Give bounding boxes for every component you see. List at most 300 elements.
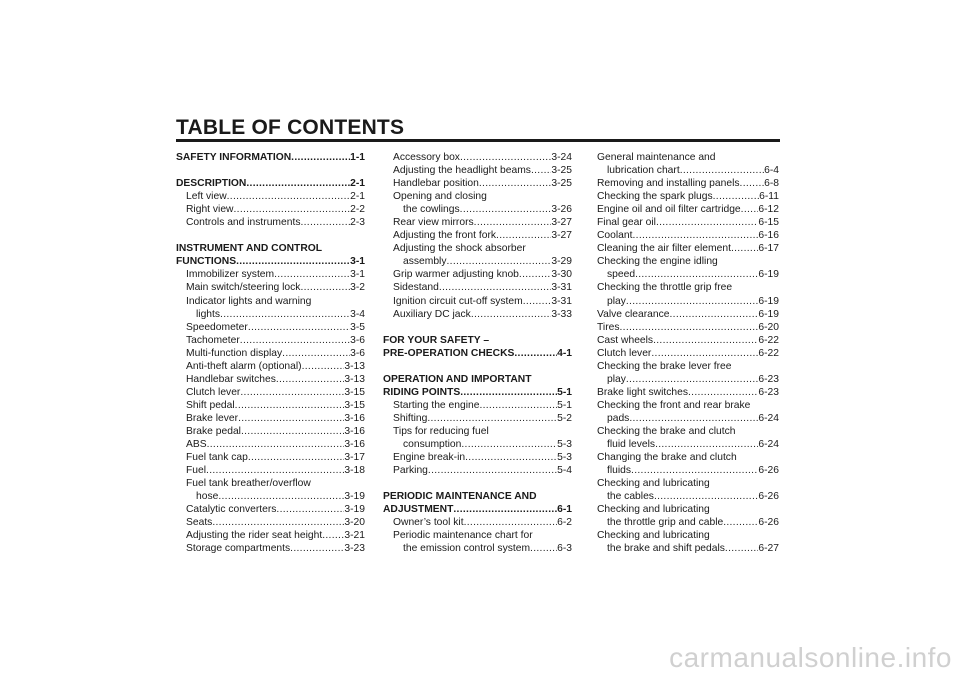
toc-entry[interactable]	[597, 242, 779, 255]
toc-entry-label: Checking the engine idling	[597, 256, 718, 268]
toc-entry-label: Checking the brake lever free	[597, 360, 732, 372]
toc-entry-label: Checking and lubricating	[597, 478, 710, 490]
toc-entry-line	[597, 503, 779, 516]
toc-entry[interactable]	[597, 216, 779, 229]
toc-entry[interactable]	[597, 229, 779, 242]
toc-entry[interactable]	[383, 203, 572, 216]
toc-entry-label: Brake light switches	[597, 386, 688, 398]
toc-page-number: 6-16	[758, 230, 779, 242]
toc-column-2	[383, 151, 572, 555]
toc-entry-line	[597, 529, 779, 542]
toc-entry-label: Starting the engine	[393, 399, 480, 411]
toc-entry-label: Fuel tank breather/overflow	[186, 478, 311, 490]
toc-entry-label: fluid levels	[607, 439, 656, 451]
toc-entry-label: Indicator lights and warning	[186, 295, 312, 307]
dot-leader	[653, 334, 758, 347]
toc-entry-label: Parking	[393, 465, 428, 477]
toc-page-number: 6-22	[758, 334, 779, 346]
toc-section-heading	[383, 334, 572, 347]
dot-leader	[218, 490, 344, 503]
toc-entry[interactable]	[597, 334, 779, 347]
watermark: carmanualsonline.info	[669, 642, 952, 673]
dot-leader	[655, 438, 758, 451]
toc-page-number: 3-13	[344, 360, 365, 372]
toc-column-3	[597, 151, 779, 555]
toc-page-number: 3-19	[344, 504, 365, 516]
toc-page-number: 3-18	[344, 465, 365, 477]
toc-entry[interactable]	[597, 268, 779, 281]
toc-page-number: 3-26	[551, 204, 572, 216]
toc-entry[interactable]	[597, 164, 779, 177]
toc-entry[interactable]	[176, 412, 365, 425]
dot-leader	[629, 412, 758, 425]
toc-entry[interactable]	[383, 451, 572, 464]
dot-leader	[302, 360, 345, 373]
toc-page-number: 5-1	[557, 399, 572, 411]
toc-entry-label: Owner’s tool kit	[393, 517, 464, 529]
dot-leader	[248, 321, 350, 334]
toc-entry-label: Rear view mirrors	[393, 217, 474, 229]
toc-entry-line	[176, 477, 365, 490]
dot-leader	[241, 425, 344, 438]
dot-leader	[300, 216, 350, 229]
dot-leader	[238, 412, 344, 425]
toc-entry[interactable]	[383, 295, 572, 308]
toc-section-heading	[383, 373, 572, 386]
toc-entry-label: the cowlings	[403, 204, 460, 216]
toc-entry[interactable]	[597, 295, 779, 308]
dot-leader	[723, 516, 758, 529]
toc-entry-label: Opening and closing	[393, 191, 487, 203]
toc-entry-label: OPERATION AND IMPORTANT	[383, 373, 532, 385]
toc-page-number: 3-13	[344, 373, 365, 385]
toc-section-entry[interactable]	[176, 151, 365, 164]
toc-entry[interactable]	[176, 451, 365, 464]
toc-entry[interactable]	[597, 203, 779, 216]
toc-page-number: 6-2	[557, 517, 572, 529]
toc-page-number: 3-23	[344, 543, 365, 555]
dot-leader	[322, 529, 344, 542]
section-gap	[383, 477, 572, 490]
dot-leader	[530, 542, 557, 555]
toc-entry[interactable]	[176, 216, 365, 229]
toc-entry[interactable]	[597, 386, 779, 399]
dot-leader	[453, 503, 557, 516]
dot-leader	[633, 229, 759, 242]
toc-entry-label: Cast wheels	[597, 334, 654, 346]
toc-page-number: 6-8	[764, 178, 779, 190]
toc-entry-line	[597, 477, 779, 490]
toc-entry[interactable]	[176, 308, 365, 321]
toc-entry-label: Valve clearance	[597, 308, 670, 320]
toc-entry-line	[383, 529, 572, 542]
toc-entry[interactable]	[597, 177, 779, 190]
section-gap	[383, 321, 572, 334]
toc-entry-label: Seats	[186, 517, 213, 529]
toc-entry-label: Tachometer	[186, 334, 240, 346]
toc-page-number: 2-3	[350, 217, 365, 229]
toc-entry[interactable]	[597, 516, 779, 529]
toc-entry[interactable]	[176, 373, 365, 386]
toc-entry[interactable]	[176, 268, 365, 281]
toc-entry-label: Brake pedal	[186, 425, 241, 437]
toc-page-number: 3-27	[551, 230, 572, 242]
toc-entry-label: Removing and installing panels	[597, 178, 740, 190]
dot-leader	[428, 464, 557, 477]
toc-page-number: 3-15	[344, 386, 365, 398]
toc-entry[interactable]	[383, 229, 572, 242]
toc-entry-line	[383, 190, 572, 203]
section-gap	[176, 164, 365, 177]
toc-entry[interactable]	[383, 308, 572, 321]
toc-entry-label: ABS	[186, 439, 207, 451]
toc-entry[interactable]	[176, 399, 365, 412]
toc-page-number: 6-17	[758, 243, 779, 255]
toc-entry[interactable]	[383, 464, 572, 477]
dot-leader	[713, 190, 760, 203]
toc-page-number: 2-2	[350, 204, 365, 216]
dot-leader	[654, 490, 758, 503]
toc-entry[interactable]	[383, 177, 572, 190]
toc-entry[interactable]	[383, 151, 572, 164]
toc-entry-line	[597, 281, 779, 294]
toc-entry-label: Coolant	[597, 230, 633, 242]
toc-entry[interactable]	[597, 438, 779, 451]
dot-leader	[479, 177, 552, 190]
toc-entry-label: the brake and shift pedals	[607, 543, 725, 555]
toc-entry-label: Accessory box	[393, 152, 460, 163]
toc-page-number: 6-3	[557, 543, 572, 555]
dot-leader	[514, 347, 557, 360]
toc-entry[interactable]	[597, 490, 779, 503]
toc-page-number: 5-1	[557, 386, 572, 398]
dot-leader	[276, 373, 345, 386]
dot-leader	[300, 281, 350, 294]
toc-section-entry[interactable]	[383, 503, 572, 516]
toc-page-number: 3-31	[551, 282, 572, 294]
toc-entry[interactable]	[176, 490, 365, 503]
toc-section-heading	[383, 490, 572, 503]
toc-page-number: 6-19	[758, 308, 779, 320]
toc-page-number: 2-1	[350, 178, 365, 190]
dot-leader	[740, 177, 765, 190]
toc-entry-label: Checking and lubricating	[597, 530, 710, 542]
dot-leader	[460, 203, 552, 216]
toc-entry-label: Checking and lubricating	[597, 504, 710, 516]
toc-entry-label: Brake lever	[186, 412, 239, 424]
toc-entry-label: Ignition circuit cut-off system	[393, 295, 523, 307]
toc-entry-label: play	[607, 295, 626, 307]
section-gap	[176, 229, 365, 242]
toc-entry-label: Adjusting the rider seat height	[186, 530, 323, 542]
toc-entry-label: Left view	[186, 191, 227, 203]
toc-entry-label: RIDING POINTS	[383, 386, 461, 398]
toc-entry-label: General maintenance and	[597, 152, 716, 163]
dot-leader	[212, 516, 344, 529]
toc-page-number: 2-1	[350, 191, 365, 203]
toc-entry[interactable]	[176, 425, 365, 438]
toc-entry-label: Checking the brake and clutch	[597, 425, 736, 437]
title-rule	[176, 139, 780, 142]
toc-entry[interactable]	[597, 373, 779, 386]
dot-leader	[240, 386, 344, 399]
dot-leader	[248, 451, 345, 464]
toc-entry-label: SAFETY INFORMATION	[176, 152, 292, 163]
toc-entry-line	[597, 151, 779, 164]
toc-page-number: 3-19	[344, 491, 365, 503]
toc-entry[interactable]	[383, 542, 572, 555]
toc-entry[interactable]	[176, 360, 365, 373]
toc-entry-label: INSTRUMENT AND CONTROL	[176, 243, 323, 255]
dot-leader	[471, 308, 552, 321]
dot-leader	[234, 203, 351, 216]
toc-entry[interactable]	[176, 386, 365, 399]
toc-page-number: 6-20	[758, 321, 779, 333]
toc-entry-label: Controls and instruments	[186, 217, 301, 229]
toc-entry[interactable]	[597, 347, 779, 360]
toc-entry[interactable]	[176, 347, 365, 360]
toc-entry[interactable]	[176, 542, 365, 555]
toc-entry-label: Periodic maintenance chart for	[393, 530, 533, 542]
dot-leader	[282, 347, 350, 360]
toc-entry[interactable]	[176, 464, 365, 477]
toc-page-number: 6-24	[758, 412, 779, 424]
toc-page-number: 6-23	[758, 386, 779, 398]
toc-page-number: 6-19	[758, 269, 779, 281]
toc-entry[interactable]	[597, 464, 779, 477]
toc-entry-line	[597, 255, 779, 268]
toc-page-number: 3-5	[350, 321, 365, 333]
toc-entry-label: Changing the brake and clutch	[597, 452, 737, 464]
toc-entry[interactable]	[383, 399, 572, 412]
toc-entry[interactable]	[597, 321, 779, 334]
toc-page-number: 6-11	[759, 191, 779, 203]
dot-leader	[531, 164, 551, 177]
dot-leader	[670, 308, 759, 321]
toc-entry-label: Multi-function display	[186, 347, 283, 359]
toc-page-number: 1-1	[350, 152, 365, 163]
toc-entry-label: Fuel	[186, 465, 207, 477]
dot-leader	[464, 516, 558, 529]
dot-leader	[651, 347, 758, 360]
dot-leader	[626, 373, 759, 386]
toc-page-number: 6-23	[758, 373, 779, 385]
toc-entry-label: Right view	[186, 204, 234, 216]
toc-entry[interactable]	[383, 516, 572, 529]
toc-entry[interactable]	[176, 503, 365, 516]
dot-leader	[474, 216, 552, 229]
dot-leader	[291, 151, 350, 164]
toc-page-number: 3-1	[350, 256, 365, 268]
toc-page-number: 3-16	[344, 439, 365, 451]
toc-entry[interactable]	[176, 190, 365, 203]
toc-page-number: 3-15	[344, 399, 365, 411]
toc-entry-label: PERIODIC MAINTENANCE AND	[383, 491, 537, 503]
toc-page-number: 6-22	[758, 347, 779, 359]
toc-entry[interactable]	[597, 412, 779, 425]
toc-entry[interactable]	[383, 281, 572, 294]
toc-entry-label: Handlebar switches	[186, 373, 276, 385]
dot-leader	[680, 164, 764, 177]
dot-leader	[439, 281, 552, 294]
toc-page-number: 3-30	[551, 269, 572, 281]
toc-entry-label: DESCRIPTION	[176, 178, 247, 190]
toc-entry-label: Engine oil and oil filter cartridge	[597, 204, 741, 216]
toc-entry-line	[383, 242, 572, 255]
toc-entry-line	[597, 360, 779, 373]
toc-page-number: 3-25	[551, 165, 572, 177]
toc-page-number: 3-25	[551, 178, 572, 190]
toc-entry-label: Adjusting the headlight beams	[393, 165, 531, 177]
toc-entry-line	[176, 295, 365, 308]
dot-leader	[274, 268, 350, 281]
toc-entry-label: FUNCTIONS	[176, 256, 237, 268]
dot-leader	[207, 438, 345, 451]
toc-entry-line	[597, 425, 779, 438]
toc-page-number: 3-29	[551, 256, 572, 268]
toc-entry-label: Speedometer	[186, 321, 248, 333]
toc-entry[interactable]	[383, 268, 572, 281]
toc-entry-label: ADJUSTMENT	[383, 504, 454, 516]
dot-leader	[496, 229, 551, 242]
toc-entry-line	[597, 399, 779, 412]
toc-entry-label: play	[607, 373, 626, 385]
dot-leader	[427, 412, 557, 425]
dot-leader	[688, 386, 758, 399]
toc-entry[interactable]	[383, 164, 572, 177]
toc-page-number: 3-6	[350, 347, 365, 359]
toc-entry-label: the throttle grip and cable	[607, 517, 724, 529]
dot-leader	[447, 255, 552, 268]
toc-page-number: 6-26	[758, 491, 779, 503]
toc-page-number: 6-4	[764, 165, 779, 177]
dot-leader	[236, 255, 350, 268]
toc-page-number: 3-21	[344, 530, 365, 542]
toc-entry-label: Clutch lever	[186, 386, 241, 398]
page-title: TABLE OF CONTENTS	[176, 116, 405, 139]
dot-leader	[631, 464, 758, 477]
toc-entry[interactable]	[176, 334, 365, 347]
toc-entry[interactable]	[176, 438, 365, 451]
toc-entry-label: the emission control system	[403, 543, 531, 555]
dot-leader	[246, 177, 350, 190]
toc-entry-line	[383, 425, 572, 438]
dot-leader	[741, 203, 759, 216]
toc-entry-label: lubrication chart	[607, 165, 680, 177]
dot-leader	[235, 399, 345, 412]
toc-section-entry[interactable]	[383, 386, 572, 399]
toc-entry-label: Engine break-in	[393, 452, 466, 464]
toc-entry-label: Clutch lever	[597, 347, 652, 359]
toc-page-number: 3-16	[344, 425, 365, 437]
toc-entry-label: Main switch/steering lock	[186, 282, 301, 294]
toc-page-number: 5-3	[557, 439, 572, 451]
toc-page-number: 3-33	[551, 308, 572, 320]
toc-page-number: 6-12	[758, 204, 779, 216]
dot-leader	[519, 268, 551, 281]
dot-leader	[656, 216, 758, 229]
toc-entry-label: Catalytic converters	[186, 504, 277, 516]
dot-leader	[635, 268, 758, 281]
toc-entry[interactable]	[176, 281, 365, 294]
toc-entry-label: Sidestand	[393, 282, 439, 294]
dot-leader	[206, 464, 344, 477]
toc-entry[interactable]	[597, 542, 779, 555]
dot-leader	[460, 386, 557, 399]
toc-page-number: 5-3	[557, 452, 572, 464]
toc-section-entry[interactable]	[176, 255, 365, 268]
toc-page-number: 6-1	[557, 504, 572, 516]
toc-page-number: 6-15	[758, 217, 779, 229]
toc-section-entry[interactable]	[383, 347, 572, 360]
toc-entry[interactable]	[176, 203, 365, 216]
dot-leader	[276, 503, 344, 516]
toc-section-entry[interactable]	[176, 177, 365, 190]
toc-page-number: 3-1	[350, 269, 365, 281]
toc-page-number: 3-17	[344, 452, 365, 464]
toc-entry-label: consumption	[403, 439, 462, 451]
toc-page-number: 6-26	[758, 465, 779, 477]
toc-entry[interactable]	[176, 321, 365, 334]
toc-entry[interactable]	[597, 308, 779, 321]
toc-entry-label: assembly	[403, 256, 447, 268]
toc-entry[interactable]	[383, 216, 572, 229]
dot-leader	[626, 295, 759, 308]
dot-leader	[460, 151, 551, 164]
dot-leader	[620, 321, 759, 334]
toc-page-number: 4-1	[557, 347, 572, 359]
dot-leader	[523, 295, 552, 308]
toc-entry-label: Checking the front and rear brake	[597, 399, 751, 411]
toc-entry-label: Shifting	[393, 412, 428, 424]
toc-entry-label: lights	[196, 308, 221, 320]
toc-page-number: 3-16	[344, 412, 365, 424]
toc-entry-label: the cables	[607, 491, 654, 503]
toc-entry-label: FOR YOUR SAFETY –	[383, 334, 490, 346]
toc-entry-label: speed	[607, 269, 636, 281]
toc-entry-label: PRE-OPERATION CHECKS	[383, 347, 515, 359]
toc-page-number: 3-2	[350, 282, 365, 294]
toc-section-heading	[176, 242, 365, 255]
toc-column-1	[176, 151, 365, 555]
toc-page-number: 3-24	[551, 152, 572, 163]
toc-entry-label: Adjusting the front fork	[393, 230, 497, 242]
toc-page-number: 3-20	[344, 517, 365, 529]
toc-entry-label: Tips for reducing fuel	[393, 425, 489, 437]
dot-leader	[479, 399, 557, 412]
toc-entry[interactable]	[597, 190, 779, 203]
dot-leader	[290, 542, 344, 555]
toc-entry-line	[597, 451, 779, 464]
toc-entry[interactable]	[383, 255, 572, 268]
toc-entry-label: fluids	[607, 465, 632, 477]
dot-leader	[731, 242, 758, 255]
toc-page-number: 3-6	[350, 334, 365, 346]
toc-entry-label: Tires	[597, 321, 620, 333]
toc-entry-label: Fuel tank cap	[186, 452, 248, 464]
toc-entry[interactable]	[383, 412, 572, 425]
toc-entry[interactable]	[176, 516, 365, 529]
toc-entry-label: Adjusting the shock absorber	[393, 243, 526, 255]
toc-entry-label: Checking the spark plugs	[597, 191, 713, 203]
toc-page-number: 3-27	[551, 217, 572, 229]
toc-entry[interactable]	[176, 529, 365, 542]
toc-entry-label: Final gear oil	[597, 217, 656, 229]
toc-entry-label: Auxiliary DC jack	[393, 308, 471, 320]
toc-entry[interactable]	[383, 438, 572, 451]
toc-page-number: 6-27	[758, 543, 779, 555]
toc-page-number: 5-4	[557, 465, 572, 477]
